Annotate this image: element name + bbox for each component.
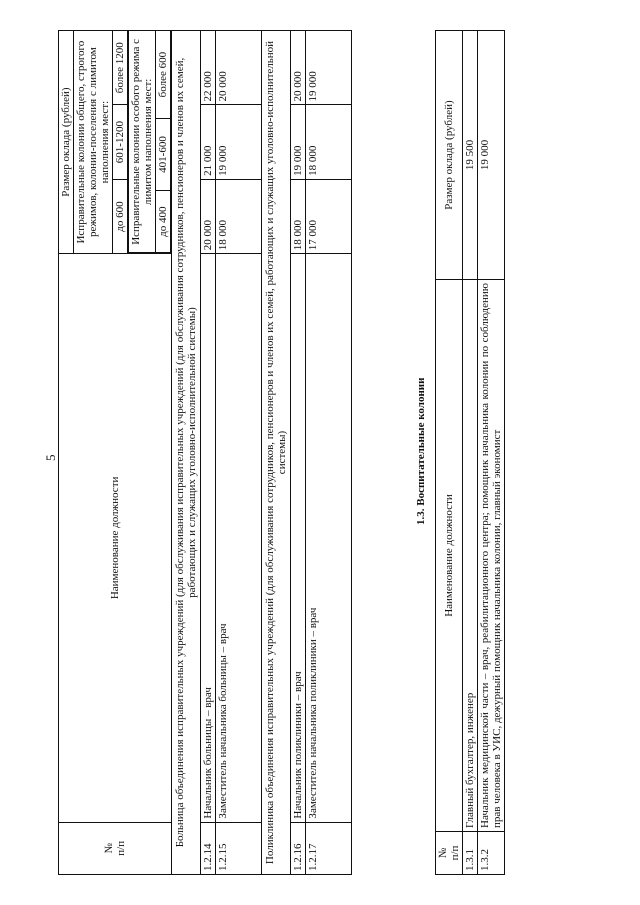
table-row xyxy=(201,31,216,875)
salary-table-colonies xyxy=(58,30,352,875)
section-title: 1.3. Воспитательные колонии xyxy=(415,377,427,525)
row-name: Заместитель начальника поликлиники – врач xyxy=(306,254,352,822)
header-group-a: Исправительные колонии общего, строгого режимов, колонии-поселения с лимитом наполнения мест: xyxy=(74,31,113,254)
row-value: 19 000 xyxy=(478,31,505,280)
row-value: 18 000 xyxy=(216,179,262,253)
row-value: 20 000 xyxy=(291,31,306,105)
row-name: Начальник больницы – врач xyxy=(201,254,216,822)
row-name: Начальник поликлиники – врач xyxy=(291,254,306,822)
row-num: 1.2.17 xyxy=(306,822,352,874)
header-a-col2: 601-1200 xyxy=(113,105,128,179)
row-value: 17 000 xyxy=(306,179,352,253)
row-value: 19 000 xyxy=(291,105,306,179)
row-value: 20 000 xyxy=(201,179,216,253)
row-name: Заместитель начальника больницы – врач xyxy=(216,254,262,822)
row-value: 20 000 xyxy=(216,31,262,105)
section-hospital: Больница объединения исправительных учреждений (для обслуживания исправительных учреждений (для обслуживания сотрудников, пенсионеров и членов их семей, работающих и служащих уголовно-исполнительной системы) xyxy=(172,31,201,875)
header-name: Наименование должности xyxy=(59,254,172,822)
header-salary: Размер оклада (рублей) xyxy=(59,31,74,254)
row-name: Начальник медицинской части – врач, реабилитационного центра; помощник начальника колонии по соблюдению прав человека в УИС, дежурный помощник начальника колонии, главный экономист xyxy=(478,280,505,832)
row-num: 1.2.15 xyxy=(216,822,262,874)
row-value: 19 500 xyxy=(463,31,478,280)
header-name: Наименование должности xyxy=(436,280,463,832)
table-row xyxy=(216,31,262,875)
row-value: 18 000 xyxy=(291,179,306,253)
salary-table-juvenile xyxy=(435,30,505,875)
row-value: 19 000 xyxy=(306,31,352,105)
row-value: 19 000 xyxy=(216,105,262,179)
table-row xyxy=(463,31,478,875)
header-num: № п/п xyxy=(59,822,172,874)
section-clinic: Поликлиника объединения исправительных учреждений (для обслуживания сотрудников, пенсионеров и членов их семей, работающих и служащих уголовно-исполнительной системы) xyxy=(262,31,291,875)
row-value: 22 000 xyxy=(201,31,216,105)
page-number: 5 xyxy=(43,454,58,461)
table-row xyxy=(291,31,306,875)
header-b-col3: более 600 xyxy=(156,31,171,118)
header-b-col1: до 400 xyxy=(156,191,171,253)
header-salary: Размер оклада (рублей) xyxy=(436,31,463,280)
row-value: 18 000 xyxy=(306,105,352,179)
row-name: Главный бухгалтер, инженер xyxy=(463,280,478,832)
header-group-b: Исправительные колонии особого режима с лимитом наполнения мест: xyxy=(129,31,156,253)
header-a-col1: до 600 xyxy=(113,179,128,253)
header-num: № п/п xyxy=(436,832,463,875)
row-num: 1.2.14 xyxy=(201,822,216,874)
table-row xyxy=(478,31,505,875)
row-num: 1.3.2 xyxy=(478,832,505,875)
header-a-col3: более 1200 xyxy=(113,31,128,105)
table-row xyxy=(306,31,352,875)
row-value: 21 000 xyxy=(201,105,216,179)
row-num: 1.2.16 xyxy=(291,822,306,874)
header-b-col2: 401-600 xyxy=(156,118,171,190)
row-num: 1.3.1 xyxy=(463,832,478,875)
